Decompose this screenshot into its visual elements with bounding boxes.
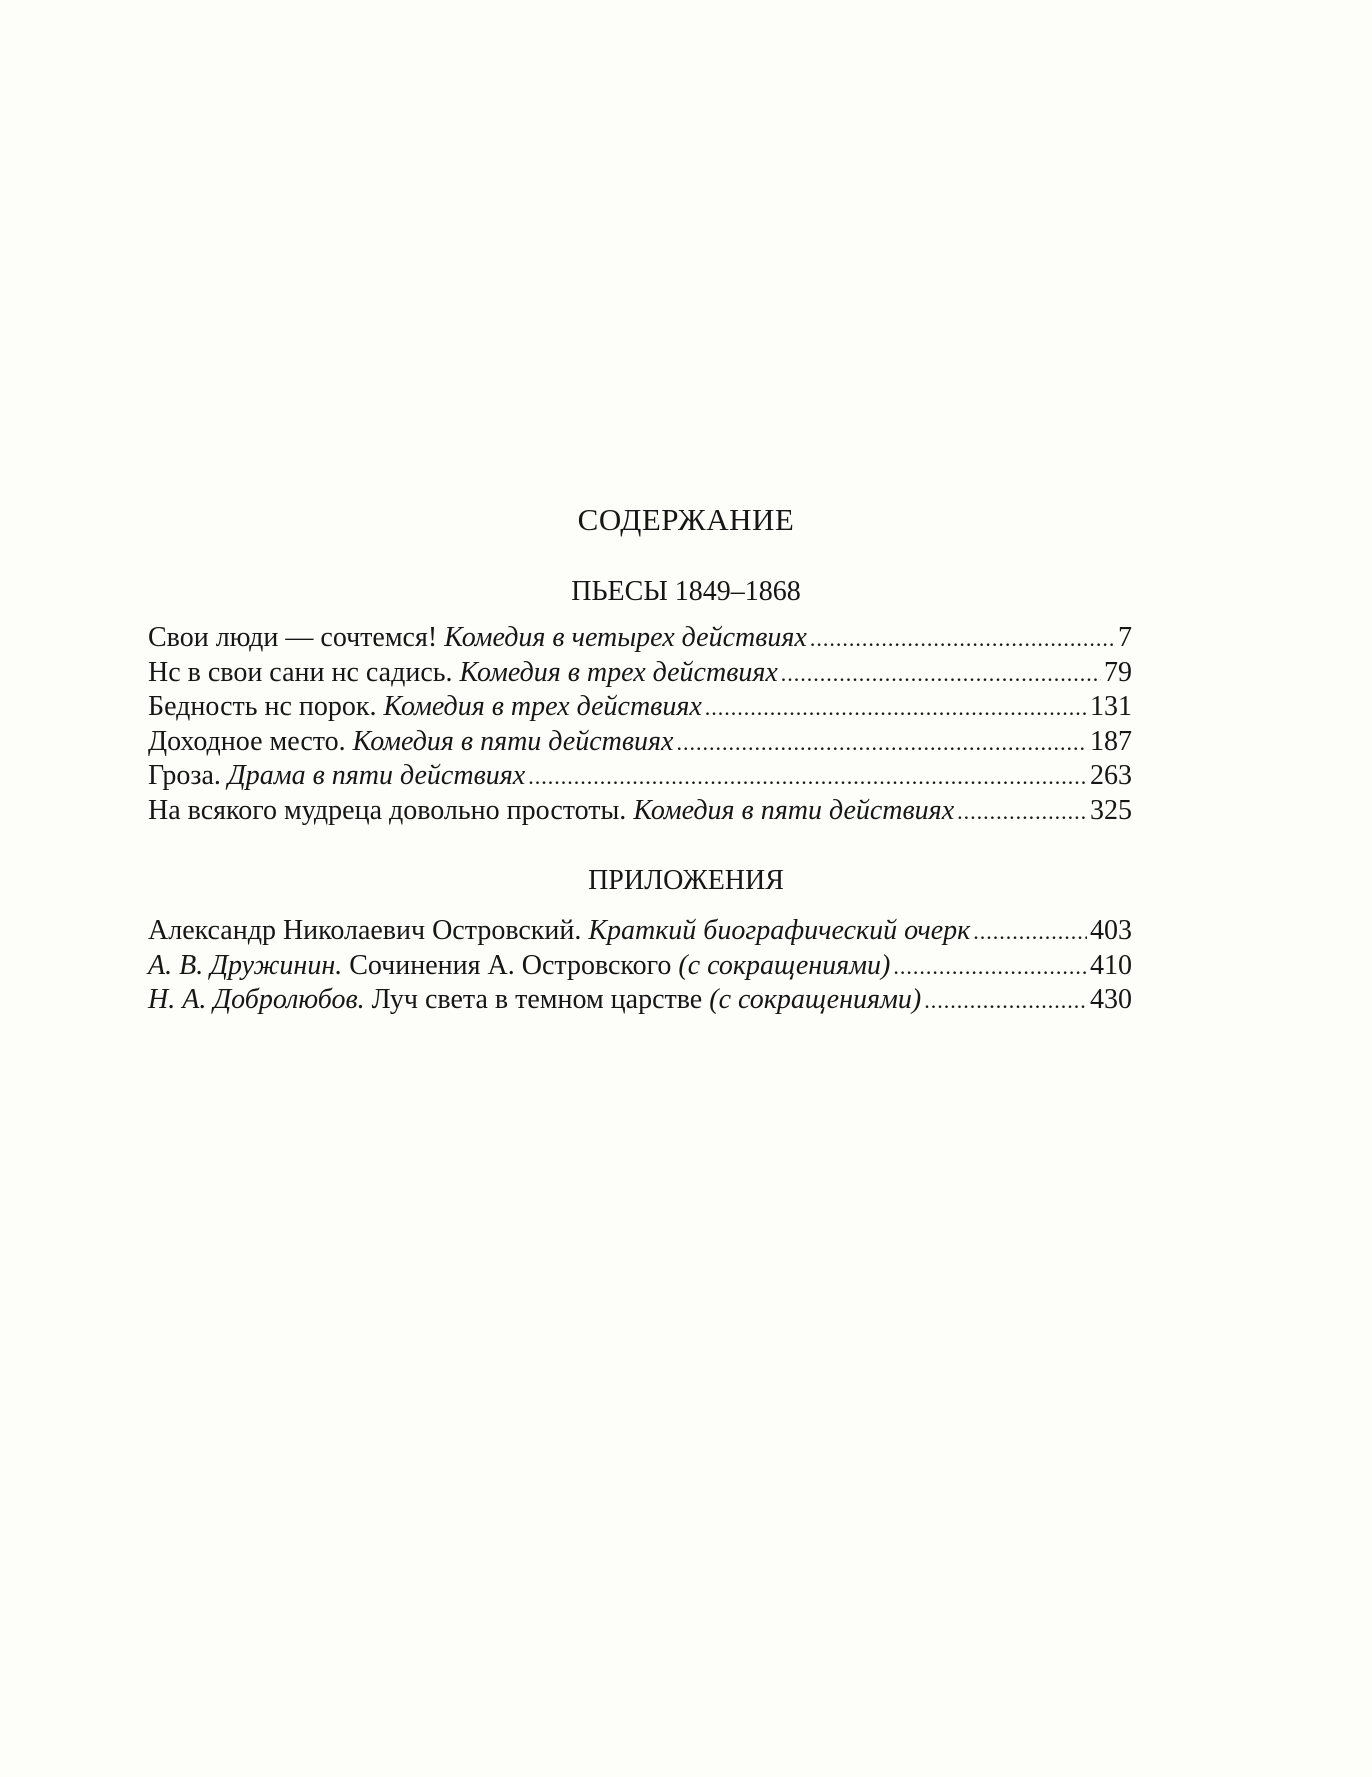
toc-entry[interactable] — [148, 759, 1132, 794]
entry-title: Бедность нс порок. — [148, 691, 377, 722]
entry-subtitle: Комедия в пяти действиях — [633, 794, 955, 826]
dot-leader — [893, 950, 1087, 984]
toc-entry[interactable] — [148, 794, 1132, 829]
dot-leader — [973, 915, 1087, 949]
page-title: СОДЕРЖАНИЕ — [577, 502, 795, 537]
toc-entry[interactable] — [148, 656, 1132, 691]
entry-page-number: 325 — [1090, 794, 1132, 826]
entry-subtitle: Комедия в четырех действиях — [444, 622, 807, 653]
appendix-list — [148, 914, 1132, 1018]
dot-leader — [781, 657, 1101, 691]
entry-title: Александр Николаевич Островский. — [148, 915, 582, 946]
toc-entry[interactable] — [148, 725, 1132, 760]
entry-subtitle: (с сокращениями) — [709, 984, 922, 1015]
toc-entry[interactable] — [148, 983, 1132, 1018]
toc-entry[interactable] — [148, 949, 1132, 984]
section-heading-appendix: ПРИЛОЖЕНИЯ — [588, 865, 784, 896]
entry-title: На всякого мудреца довольно простоты. — [148, 794, 627, 826]
entry-page-number: 263 — [1090, 760, 1132, 791]
section-heading-plays: ПЬЕСЫ 1849–1868 — [571, 576, 801, 607]
entry-page-number: 131 — [1090, 691, 1132, 722]
dot-leader — [957, 795, 1087, 829]
entry-title: Доходное место. — [148, 725, 346, 757]
entry-title: Гроза. — [148, 760, 221, 791]
entry-author: А. В. Дружинин. — [148, 949, 343, 981]
dot-leader — [810, 622, 1115, 656]
entry-subtitle: (с сокращениями) — [678, 949, 891, 981]
entry-page-number: 79 — [1104, 656, 1132, 688]
entry-subtitle: Комедия в трех действиях — [383, 691, 702, 722]
entry-author: Н. А. Добролюбов. — [148, 984, 365, 1015]
dot-leader — [676, 726, 1087, 760]
entry-page-number: 187 — [1090, 725, 1132, 757]
dot-leader — [705, 691, 1087, 725]
toc-entry[interactable] — [148, 914, 1132, 949]
entry-title: Свои люди — сочтемся! — [148, 622, 438, 653]
entry-subtitle: Комедия в пяти действиях — [352, 725, 674, 757]
dot-leader — [924, 984, 1087, 1018]
toc-entry[interactable] — [148, 690, 1132, 725]
entry-page-number: 403 — [1090, 915, 1132, 946]
entry-title: Луч света в темном царстве — [371, 984, 703, 1015]
entry-page-number: 7 — [1118, 622, 1132, 653]
entry-page-number: 410 — [1090, 949, 1132, 981]
entry-subtitle: Драма в пяти действиях — [227, 760, 526, 791]
entry-page-number: 430 — [1090, 984, 1132, 1015]
plays-list — [148, 621, 1132, 828]
dot-leader — [528, 760, 1087, 794]
entry-title: Сочинения А. Островского — [349, 949, 672, 981]
entry-subtitle: Краткий биографический очерк — [588, 915, 971, 946]
toc-entry[interactable] — [148, 621, 1132, 656]
entry-subtitle: Комедия в трех действиях — [459, 656, 778, 688]
entry-title: Нс в свои сани нс садись. — [148, 656, 453, 688]
